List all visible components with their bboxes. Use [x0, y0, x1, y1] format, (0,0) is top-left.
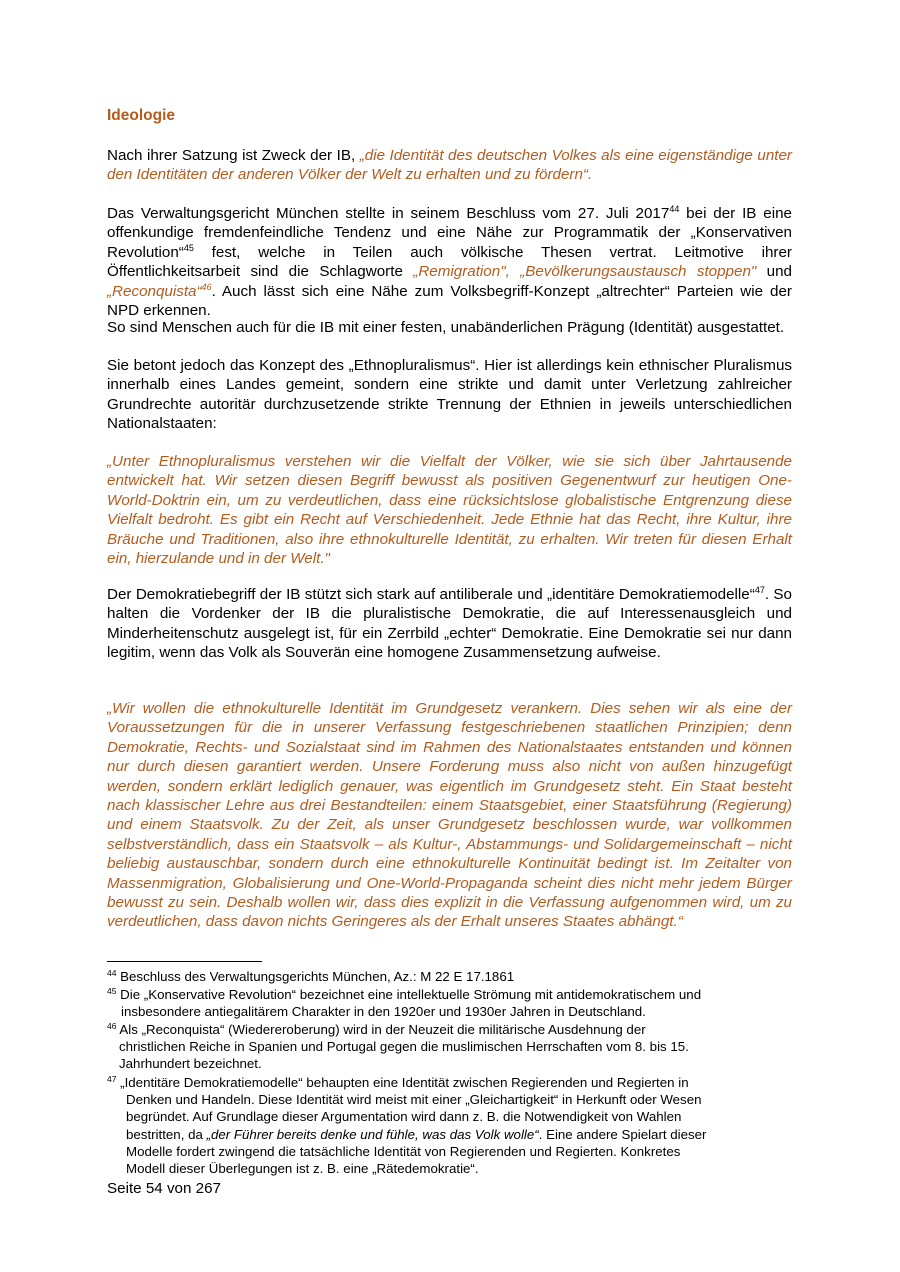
paragraph-text: . Auch lässt sich eine Nähe zum Volksbegriff-Konzept „altrechter“ Parteien wie der NPD erkennen. [107, 282, 792, 320]
paragraph-ethnopluralismus: Sie betont jedoch das Konzept des „Ethnopluralismus“. Hier ist allerdings kein ethnischer Pluralismus innerhalb eines Landes gemeint, sondern eine strikte und damit unter Verletzung zahlreicher Grundrechte autoritär durchzusetzende strikte Trennung der Ethnien in jeweils unterschiedlichen Nationalstaaten: [107, 357, 792, 433]
footnote-text: Als „Reconquista“ (Wiedereroberung) wird in der Neuzeit die militärische Ausdehnung der [116, 1022, 646, 1037]
footnote-text: christlichen Reiche in Spanien und Portugal gegen die muslimischen Herrschaften vom 8. bis 15. [119, 1039, 689, 1055]
footnote-ref-46[interactable]: 46 [201, 281, 212, 292]
paragraph-text: Das Verwaltungsgericht München stellte in seinem Beschluss vom 27. Juli 2017 [107, 205, 670, 222]
footnote-text: Jahrhundert bezeichnet. [119, 1056, 262, 1072]
paragraph-text: und [756, 263, 792, 281]
paragraph-demokratiebegriff [107, 585, 792, 663]
footnote-text: bestritten, da [126, 1126, 207, 1142]
footnote-text: Denken und Handeln. Diese Identität wird meist mit einer „Gleichartigkeit“ in Herkunft oder Wesen [126, 1092, 702, 1108]
footnote-text: Modell dieser Überlegungen ist z. B. eine „Rätedemokratie“. [126, 1161, 479, 1177]
footnote-number: 45 [107, 986, 117, 996]
footnote-number: 44 [107, 968, 117, 978]
footnote-number: 46 [107, 1021, 117, 1031]
footnote-line [107, 1126, 792, 1143]
footnote-quote: „der Führer bereits denke und fühle, was das Volk wolle“ [206, 1126, 539, 1142]
paragraph-text: Der Demokratiebegriff der IB stützt sich stark auf antiliberale und „identitäre Demokratiemodelle“ [107, 586, 755, 603]
slogan-quote: „Remigration", „Bevölkerungsaustausch stoppen" [413, 263, 757, 281]
paragraph-identitaet: So sind Menschen auch für die IB mit einer festen, unabänderlichen Prägung (Identität) ausgestattet. [107, 319, 785, 336]
paragraph-text: bei der IB eine offenkundige fremdenfeindliche Tendenz und eine Nähe zur Programmatik der „Konservativen Revolution“ [107, 205, 792, 261]
footnote-text: „Identitäre Demokratiemodelle“ behaupten eine Identität zwischen Regierenden und Regierten in [116, 1075, 689, 1090]
footnote-44 [107, 968, 792, 985]
footnote-divider [107, 961, 262, 962]
footnote-number: 47 [107, 1074, 117, 1084]
footnote-ref-45[interactable]: 45 [183, 242, 194, 253]
paragraph-text: fest, welche in Teilen auch völkische Thesen vertrat. Leitmotive ihrer Öffentlichkeitsarbeit sind die Schlagworte [107, 243, 792, 281]
paragraph-text: Nach ihrer Satzung ist Zweck der IB, [107, 147, 360, 164]
footnote-47 [107, 1074, 792, 1177]
footnote-text: begründet. Auf Grundlage dieser Argumentation wird dann z. B. die Notwendigkeit von Wahlen [126, 1109, 682, 1125]
footnote-45 [107, 986, 792, 1020]
paragraph-satzung [107, 146, 792, 185]
reconquista-quote: „Reconquista“ [107, 282, 202, 300]
footnote-46 [107, 1021, 792, 1073]
footnote-ref-44[interactable]: 44 [669, 204, 680, 214]
satzung-quote: „die Identität des deutschen Volkes als eine eigenständige unter den Identitäten der anderen Völker der Welt zu erhalten und zu fördern“. [107, 147, 792, 184]
footnote-text: Die „Konservative Revolution“ bezeichnet eine intellektuelle Strömung mit antidemokratischem und [116, 987, 702, 1002]
page-number: Seite 54 von 267 [107, 1180, 221, 1197]
footnote-text: . Eine andere Spielart dieser [538, 1126, 707, 1142]
footnote-text: insbesondere antiegalitärem Charakter in den 1920er und 1930er Jahren in Deutschland. [121, 1004, 646, 1020]
paragraph-verwaltungsgericht [107, 204, 792, 320]
section-heading: Ideologie [107, 107, 176, 124]
quote-grundgesetz: „Wir wollen die ethnokulturelle Identität im Grundgesetz verankern. Dies sehen wir als eine der Voraussetzungen für die in unserer Verfassung festgeschriebenen staatlichen Prinzipien; denn Demokratie, Rechts- und Sozialstaat sind im Rahmen des Nationalstaates entstanden und können nur durch diesen garantiert werden. Unsere Forderung muss also nicht von außen hinzugefügt werden, sondern erklärt lediglich genauer, was eigentlich im Grundgesetz steht. Ein Staat besteht nach klassischer Lehre aus drei Bestandteilen: einem Staatsgebiet, einer Staatsführung (Regierung) und einem Staatsvolk. Zu der Zeit, als unser Grundgesetz beschlossen wurde, war vollkommen selbstverständlich, dass ein Staatsvolk – als Kultur-, Abstammungs- und Solidargemeinschaft – nicht beliebig austauschbar, sondern durch eine ethnokulturelle Kontinuität bedingt ist. Im Zeitalter von Massenmigration, Globalisierung und One-World-Propaganda scheint dies nicht mehr jedem Bürger bewusst zu sein. Deshalb wollen wir, dass dies explizit in die Verfassung aufgenommen wird, um zu verdeutlichen, dass davon nichts Geringeres als der Erhalt unseres Staates abhängt.“ [107, 700, 792, 931]
footnote-text: Modelle fordert zwingend die tatsächliche Identität von Regierenden und Regierten. Konkretes [126, 1143, 681, 1159]
footnote-ref-47[interactable]: 47 [754, 585, 765, 595]
quote-ethnopluralismus: „Unter Ethnopluralismus verstehen wir die Vielfalt der Völker, wie sie sich über Jahrtausende entwickelt hat. Wir setzen diesen Begriff bewusst als positiven Gegenentwurf zur heutigen One-World-Doktrin ein, um zu verdeutlichen, dass eine rücksichtslose globalistische Entgrenzung diese Vielfalt bedroht. Es gibt ein Recht auf Verschiedenheit. Jede Ethnie hat das Recht, ihre Kultur, ihre Bräuche und Traditionen, also ihre ethnokulturelle Identität, zu erhalten. Wir treten für diesen Erhalt ein, hierzulande und in der Welt." [107, 453, 792, 568]
footnote-text: Beschluss des Verwaltungsgerichts München, Az.: M 22 E 17.1861 [116, 969, 515, 984]
paragraph-text: . So halten die Vordenker der IB die pluralistische Demokratie, die auf Interessenausgleich und Minderheitenschutz ausgelegt ist, für ein Zerrbild „echter“ Demokratie. Eine Demokratie sei nur dann legitim, wenn das Volk als Souverän eine homogene Zusammensetzung aufweise. [107, 586, 792, 662]
